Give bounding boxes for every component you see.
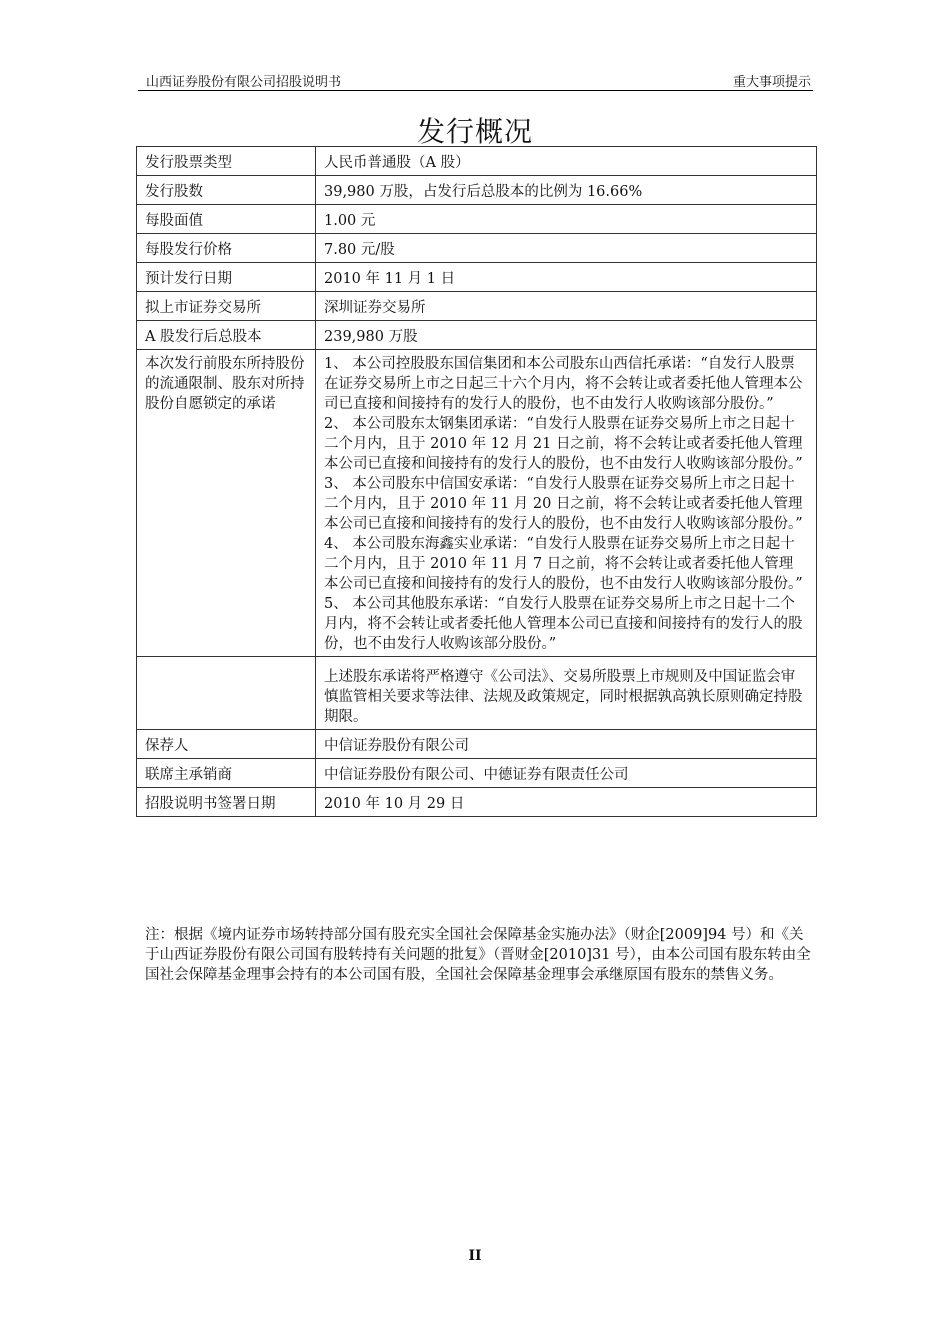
row-value: 39,980 万股，占发行后总股本的比例为 16.66%	[316, 176, 817, 205]
page-header	[138, 68, 813, 91]
table-row	[137, 321, 817, 350]
row-value: 239,980 万股	[316, 321, 817, 350]
lockup-item: 1、 本公司控股股东国信集团和本公司股东山西信托承诺：“自发行人股票在证券交易所上市之日起三十六个月内，将不会转让或者委托他人管理本公司已直接和间接持有的发行人的股份，也不由发行人收购该部分股份。”	[324, 356, 803, 412]
lockup-label: 本次发行前股东所持股份的流通限制、股东对所持股份自愿锁定的承诺	[137, 350, 316, 657]
table-row	[137, 176, 817, 205]
empty-label	[137, 657, 316, 730]
table-row	[137, 292, 817, 321]
lockup-item: 2、 本公司股东太钢集团承诺：“自发行人股票在证券交易所上市之日起十二个月内，且于 2010 年 12 月 21 日之前，将不会转让或者委托他人管理本公司已直接和间接持有的发行人的股份，也不由发行人收购该部分股份。”	[324, 416, 803, 472]
table-row	[137, 730, 817, 759]
footnote: 注：根据《境内证券市场转持部分国有股充实全国社会保障基金实施办法》（财企[2009]94 号）和《关于山西证券股份有限公司国有股转持有关问题的批复》（晋财金[2010]31 号），由本公司国有股东转由全国社会保障基金理事会持有的本公司国有股，全国社会保障基金理事会承继原国有股东的禁售义务。	[145, 927, 811, 983]
table-row	[137, 147, 817, 176]
page-number: II	[468, 1248, 482, 1264]
row-value: 人民币普通股（A 股）	[316, 147, 817, 176]
lockup-item: 5、 本公司其他股东承诺：“自发行人股票在证券交易所上市之日起十二个月内，将不会转让或者委托他人管理本公司已直接和间接持有的发行人的股份，也不由发行人收购该部分股份。”	[324, 596, 803, 652]
row-label: 联席主承销商	[137, 759, 316, 788]
row-value: 深圳证券交易所	[316, 292, 817, 321]
lockup-extra: 上述股东承诺将严格遵守《公司法》、交易所股票上市规则及中国证监会审慎监管相关要求等法律、法规及政策规定，同时根据孰高孰长原则确定持股期限。	[316, 657, 817, 730]
row-label: A 股发行后总股本	[137, 321, 316, 350]
row-label: 预计发行日期	[137, 263, 316, 292]
lockup-commitments	[316, 350, 817, 657]
page-title: 发行概况	[416, 115, 533, 148]
row-label: 发行股票类型	[137, 147, 316, 176]
issuance-overview-table	[136, 146, 817, 817]
lockup-item: 3、 本公司股东中信国安承诺：“自发行人股票在证券交易所上市之日起十二个月内，且于 2010 年 11 月 20 日之前，将不会转让或者委托他人管理本公司已直接和间接持有的发行人的股份，也不由发行人收购该部分股份。”	[324, 476, 803, 532]
lockup-extra-row	[137, 657, 817, 730]
table-row	[137, 788, 817, 817]
row-value: 中信证券股份有限公司	[316, 730, 817, 759]
row-label: 每股发行价格	[137, 234, 316, 263]
row-label: 每股面值	[137, 205, 316, 234]
header-document-name: 山西证券股份有限公司招股说明书	[146, 75, 342, 90]
row-label: 发行股数	[137, 176, 316, 205]
header-section-name: 重大事项提示	[732, 75, 811, 90]
row-value: 中信证券股份有限公司、中德证券有限责任公司	[316, 759, 817, 788]
row-value: 2010 年 10 月 29 日	[316, 788, 817, 817]
row-label: 拟上市证券交易所	[137, 292, 316, 321]
table-row	[137, 759, 817, 788]
table-row	[137, 205, 817, 234]
row-value: 1.00 元	[316, 205, 817, 234]
lockup-item: 4、 本公司股东海鑫实业承诺：“自发行人股票在证券交易所上市之日起十二个月内，且于 2010 年 11 月 7 日之前，将不会转让或者委托他人管理本公司已直接和间接持有的发行人的股份，也不由发行人收购该部分股份。”	[324, 536, 803, 592]
row-label: 保荐人	[137, 730, 316, 759]
table-row	[137, 234, 817, 263]
row-label: 招股说明书签署日期	[137, 788, 316, 817]
lockup-row	[137, 350, 817, 657]
table-row	[137, 263, 817, 292]
row-value: 2010 年 11 月 1 日	[316, 263, 817, 292]
row-value: 7.80 元/股	[316, 234, 817, 263]
